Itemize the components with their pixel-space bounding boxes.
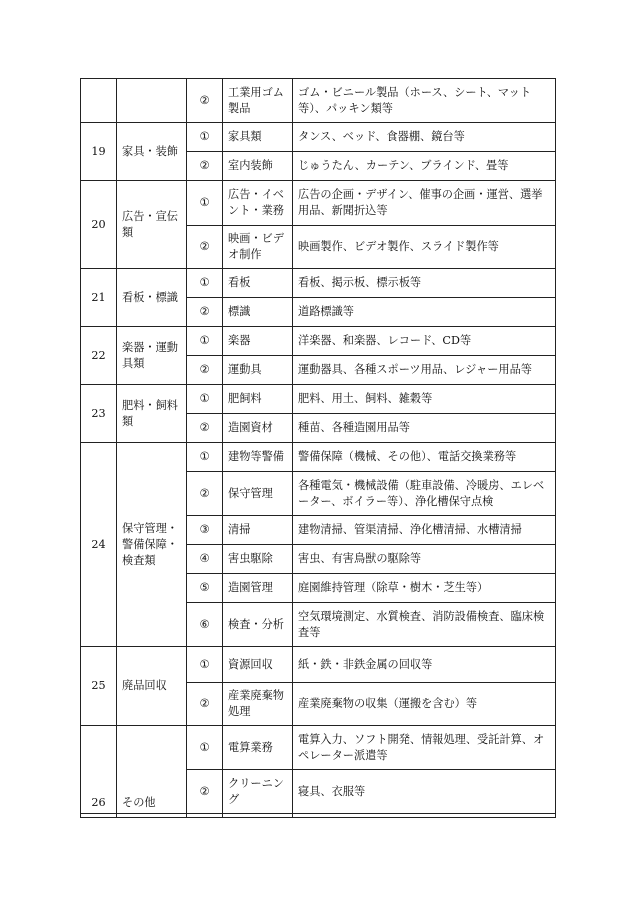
item-name: クリーニング	[223, 770, 293, 814]
item-name: 清掃	[223, 516, 293, 545]
row-number: 24	[81, 443, 117, 647]
sub-number: ①	[187, 327, 223, 356]
item-description: 看板、掲示板、標示板等	[293, 269, 556, 298]
sub-number: ①	[187, 726, 223, 770]
item-description: 広告の企画・デザイン、催事の企画・運営、選挙用品、新聞折込等	[293, 181, 556, 226]
item-name: 害虫駆除	[223, 545, 293, 574]
sub-number: ②	[187, 770, 223, 814]
sub-number: ②	[187, 472, 223, 516]
row-number: 26	[81, 726, 117, 814]
row-number: 22	[81, 327, 117, 385]
table-row	[81, 726, 556, 770]
sub-number: ②	[187, 683, 223, 726]
row-number-empty	[81, 79, 117, 123]
item-name: 資源回収	[223, 647, 293, 683]
sub-number: ②	[187, 356, 223, 385]
category-empty	[117, 79, 187, 123]
spacer-cell	[223, 814, 293, 818]
item-description: 電算入力、ソフト開発、情報処理、受託計算、オペレーター派遣等	[293, 726, 556, 770]
item-description: 警備保障（機械、その他）、電話交換業務等	[293, 443, 556, 472]
item-name: 肥飼料	[223, 385, 293, 414]
item-description: 道路標識等	[293, 298, 556, 327]
category-name: 肥料・飼料類	[117, 385, 187, 443]
sub-number: ①	[187, 181, 223, 226]
item-name: 電算業務	[223, 726, 293, 770]
sub-number: ①	[187, 647, 223, 683]
item-name: 広告・イベント・業務	[223, 181, 293, 226]
category-name: その他	[117, 726, 187, 814]
row-number: 25	[81, 647, 117, 726]
spacer-cell	[187, 814, 223, 818]
item-name: 楽器	[223, 327, 293, 356]
sub-number: ②	[187, 152, 223, 181]
sub-number: ④	[187, 545, 223, 574]
table-row	[81, 385, 556, 414]
item-description: 映画製作、ビデオ製作、スライド製作等	[293, 226, 556, 269]
item-description: 建物清掃、管渠清掃、浄化槽清掃、水槽清掃	[293, 516, 556, 545]
item-description: 洋楽器、和楽器、レコード、CD等	[293, 327, 556, 356]
table-row	[81, 327, 556, 356]
item-description: 寝具、衣服等	[293, 770, 556, 814]
item-name: 看板	[223, 269, 293, 298]
spacer-cell	[293, 814, 556, 818]
item-name: 室内装飾	[223, 152, 293, 181]
item-name: 造園資材	[223, 414, 293, 443]
spacer-cell	[81, 814, 117, 818]
table-row	[81, 443, 556, 472]
item-name: 工業用ゴム製品	[223, 79, 293, 123]
item-description: 産業廃棄物の収集（運搬を含む）等	[293, 683, 556, 726]
item-description: 空気環境測定、水質検査、消防設備検査、臨床検査等	[293, 603, 556, 647]
item-description: 庭園維持管理（除草・樹木・芝生等）	[293, 574, 556, 603]
item-name: 家具類	[223, 123, 293, 152]
item-name: 産業廃棄物処理	[223, 683, 293, 726]
sub-number: ①	[187, 443, 223, 472]
sub-number: ②	[187, 226, 223, 269]
sub-number: ③	[187, 516, 223, 545]
category-name: 楽器・運動具類	[117, 327, 187, 385]
item-description: 肥料、用土、飼料、雑穀等	[293, 385, 556, 414]
row-number: 20	[81, 181, 117, 269]
sub-number: ①	[187, 385, 223, 414]
category-name: 家具・装飾	[117, 123, 187, 181]
sub-number: ①	[187, 269, 223, 298]
item-description: タンス、ベッド、食器棚、鏡台等	[293, 123, 556, 152]
table-row	[81, 647, 556, 683]
sub-number: ①	[187, 123, 223, 152]
row-number: 21	[81, 269, 117, 327]
item-description: 各種電気・機械設備（駐車設備、冷暖房、エレベーター、ボイラー等）、浄化槽保守点検	[293, 472, 556, 516]
item-name: 標識	[223, 298, 293, 327]
item-description: 害虫、有害鳥獣の駆除等	[293, 545, 556, 574]
item-name: 建物等警備	[223, 443, 293, 472]
row-number: 19	[81, 123, 117, 181]
sub-number: ②	[187, 298, 223, 327]
category-name: 看板・標識	[117, 269, 187, 327]
table-row-bottom	[81, 814, 556, 818]
table-row	[81, 79, 556, 123]
table-row	[81, 181, 556, 226]
sub-number: ⑤	[187, 574, 223, 603]
table-row	[81, 269, 556, 298]
item-description: じゅうたん、カーテン、ブラインド、畳等	[293, 152, 556, 181]
item-description: 運動器具、各種スポーツ用品、レジャー用品等	[293, 356, 556, 385]
item-name: 運動具	[223, 356, 293, 385]
item-name: 保守管理	[223, 472, 293, 516]
item-description: 種苗、各種造園用品等	[293, 414, 556, 443]
category-table	[80, 78, 556, 818]
item-description: ゴム・ビニール製品（ホース、シート、マット等）、パッキン類等	[293, 79, 556, 123]
item-name: 検査・分析	[223, 603, 293, 647]
sub-number: ②	[187, 79, 223, 123]
category-name: 廃品回収	[117, 647, 187, 726]
category-name: 保守管理・警備保障・検査類	[117, 443, 187, 647]
row-number: 23	[81, 385, 117, 443]
item-name: 映画・ビデオ制作	[223, 226, 293, 269]
spacer-cell	[117, 814, 187, 818]
item-description: 紙・鉄・非鉄金属の回収等	[293, 647, 556, 683]
category-name: 広告・宣伝類	[117, 181, 187, 269]
sub-number: ⑥	[187, 603, 223, 647]
table-row	[81, 123, 556, 152]
item-name: 造園管理	[223, 574, 293, 603]
sub-number: ②	[187, 414, 223, 443]
